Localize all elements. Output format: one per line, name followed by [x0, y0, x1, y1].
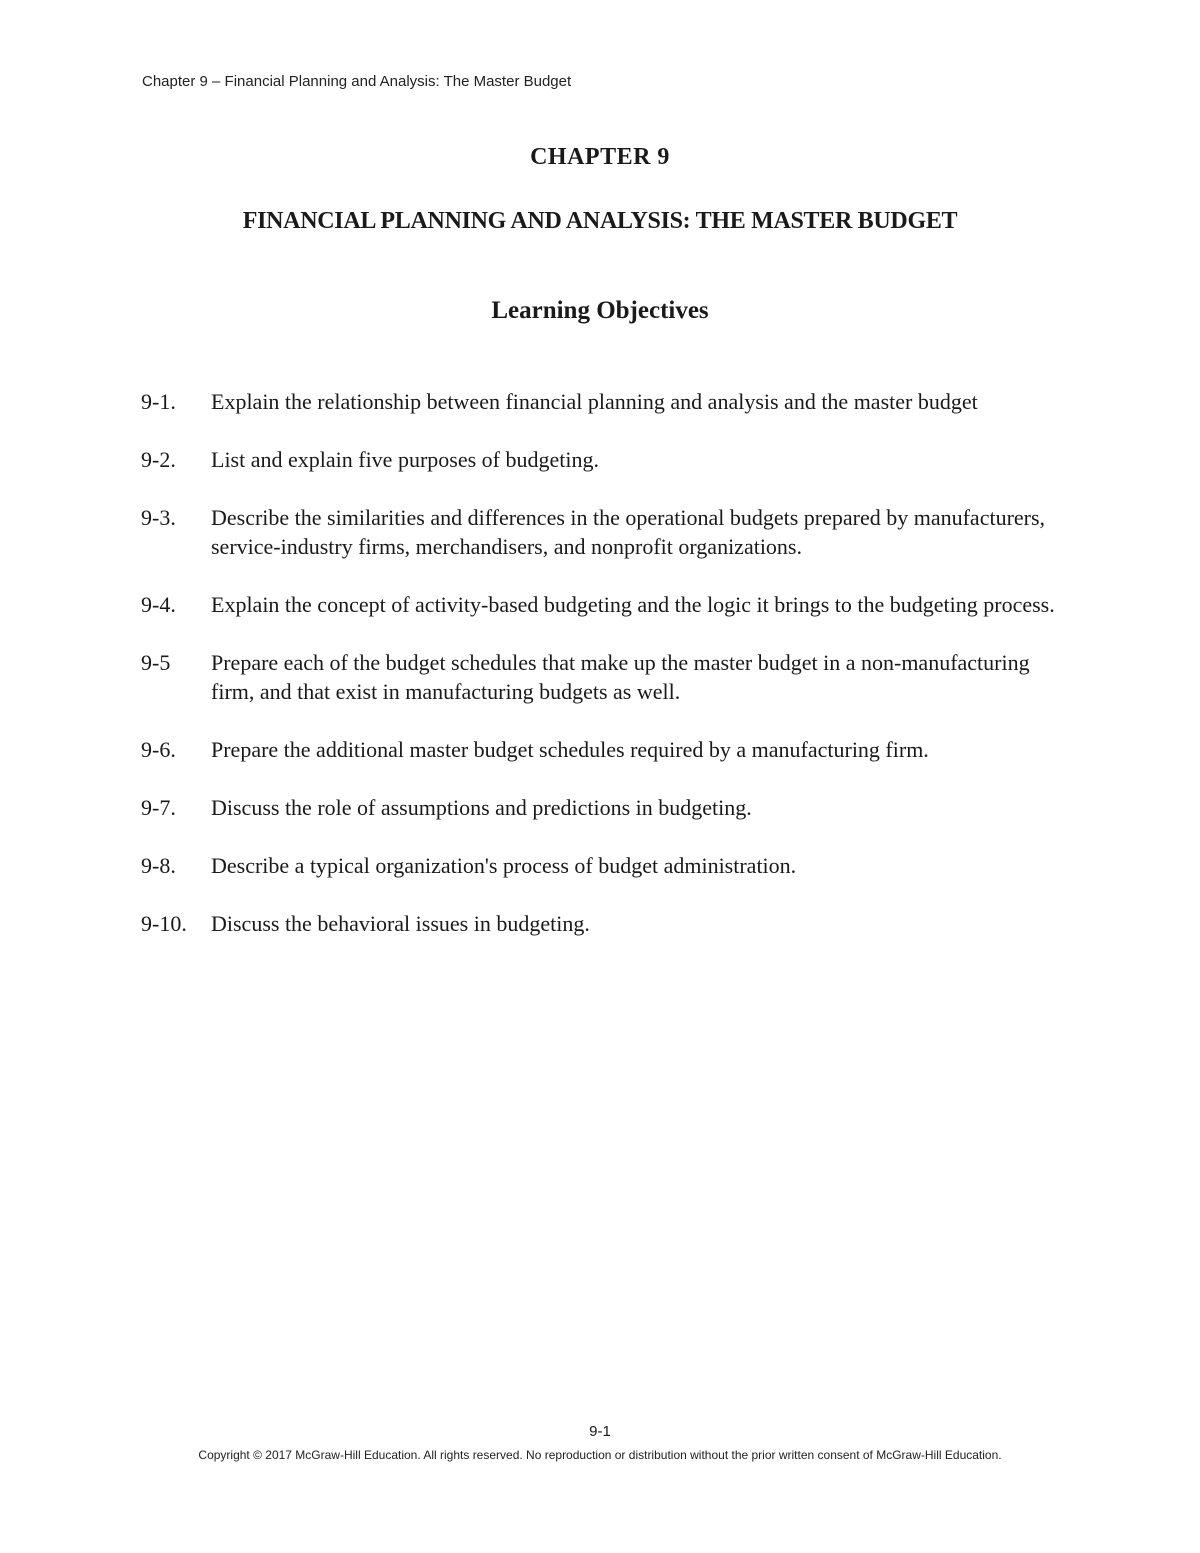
objective-number: 9-5	[141, 650, 171, 675]
chapter-number: CHAPTER 9	[530, 144, 670, 170]
learning-objectives-list	[141, 387, 1061, 967]
objective-text: Discuss the behavioral issues in budgeting.	[211, 911, 590, 936]
objective-number: 9-6.	[141, 737, 176, 762]
objective-text: List and explain five purposes of budgeting.	[211, 447, 599, 472]
objective-number: 9-8.	[141, 853, 176, 878]
objective-item	[141, 590, 1061, 619]
objective-number: 9-1.	[141, 389, 176, 414]
objective-number: 9-4.	[141, 592, 176, 617]
objective-number: 9-10.	[141, 911, 187, 936]
objective-text: Discuss the role of assumptions and predictions in budgeting.	[211, 795, 752, 820]
objective-text: Explain the concept of activity-based budgeting and the logic it brings to the budgeting process.	[211, 592, 1055, 617]
objective-item	[141, 851, 1061, 880]
chapter-title: FINANCIAL PLANNING AND ANALYSIS: THE MASTER BUDGET	[242, 208, 958, 234]
objective-item	[141, 648, 1061, 706]
copyright-notice: Copyright © 2017 McGraw-Hill Education. All rights reserved. No reproduction or distribution without the prior written consent of McGraw-Hill Education.	[198, 1448, 1002, 1462]
objective-text: Describe the similarities and differences in the operational budgets prepared by manufacturers, service-industry firms, merchandisers, and nonprofit organizations.	[211, 505, 1046, 559]
objective-item	[141, 735, 1061, 764]
objective-text: Prepare each of the budget schedules that make up the master budget in a non-manufacturing firm, and that exist in manufacturing budgets as well.	[211, 650, 1030, 704]
objective-number: 9-2.	[141, 447, 176, 472]
objective-text: Explain the relationship between financial planning and analysis and the master budget	[211, 389, 978, 414]
objective-item	[141, 445, 1061, 474]
objective-number: 9-7.	[141, 795, 176, 820]
objective-item	[141, 793, 1061, 822]
objective-text: Prepare the additional master budget schedules required by a manufacturing firm.	[211, 737, 929, 762]
objective-item	[141, 387, 1061, 416]
objective-text: Describe a typical organization's process of budget administration.	[211, 853, 797, 878]
objective-number: 9-3.	[141, 505, 176, 530]
running-header: Chapter 9 – Financial Planning and Analysis: The Master Budget	[142, 73, 572, 90]
page-number: 9-1	[589, 1423, 611, 1440]
learning-objectives-heading: Learning Objectives	[491, 297, 709, 324]
objective-item	[141, 503, 1061, 561]
objective-item	[141, 909, 1061, 938]
